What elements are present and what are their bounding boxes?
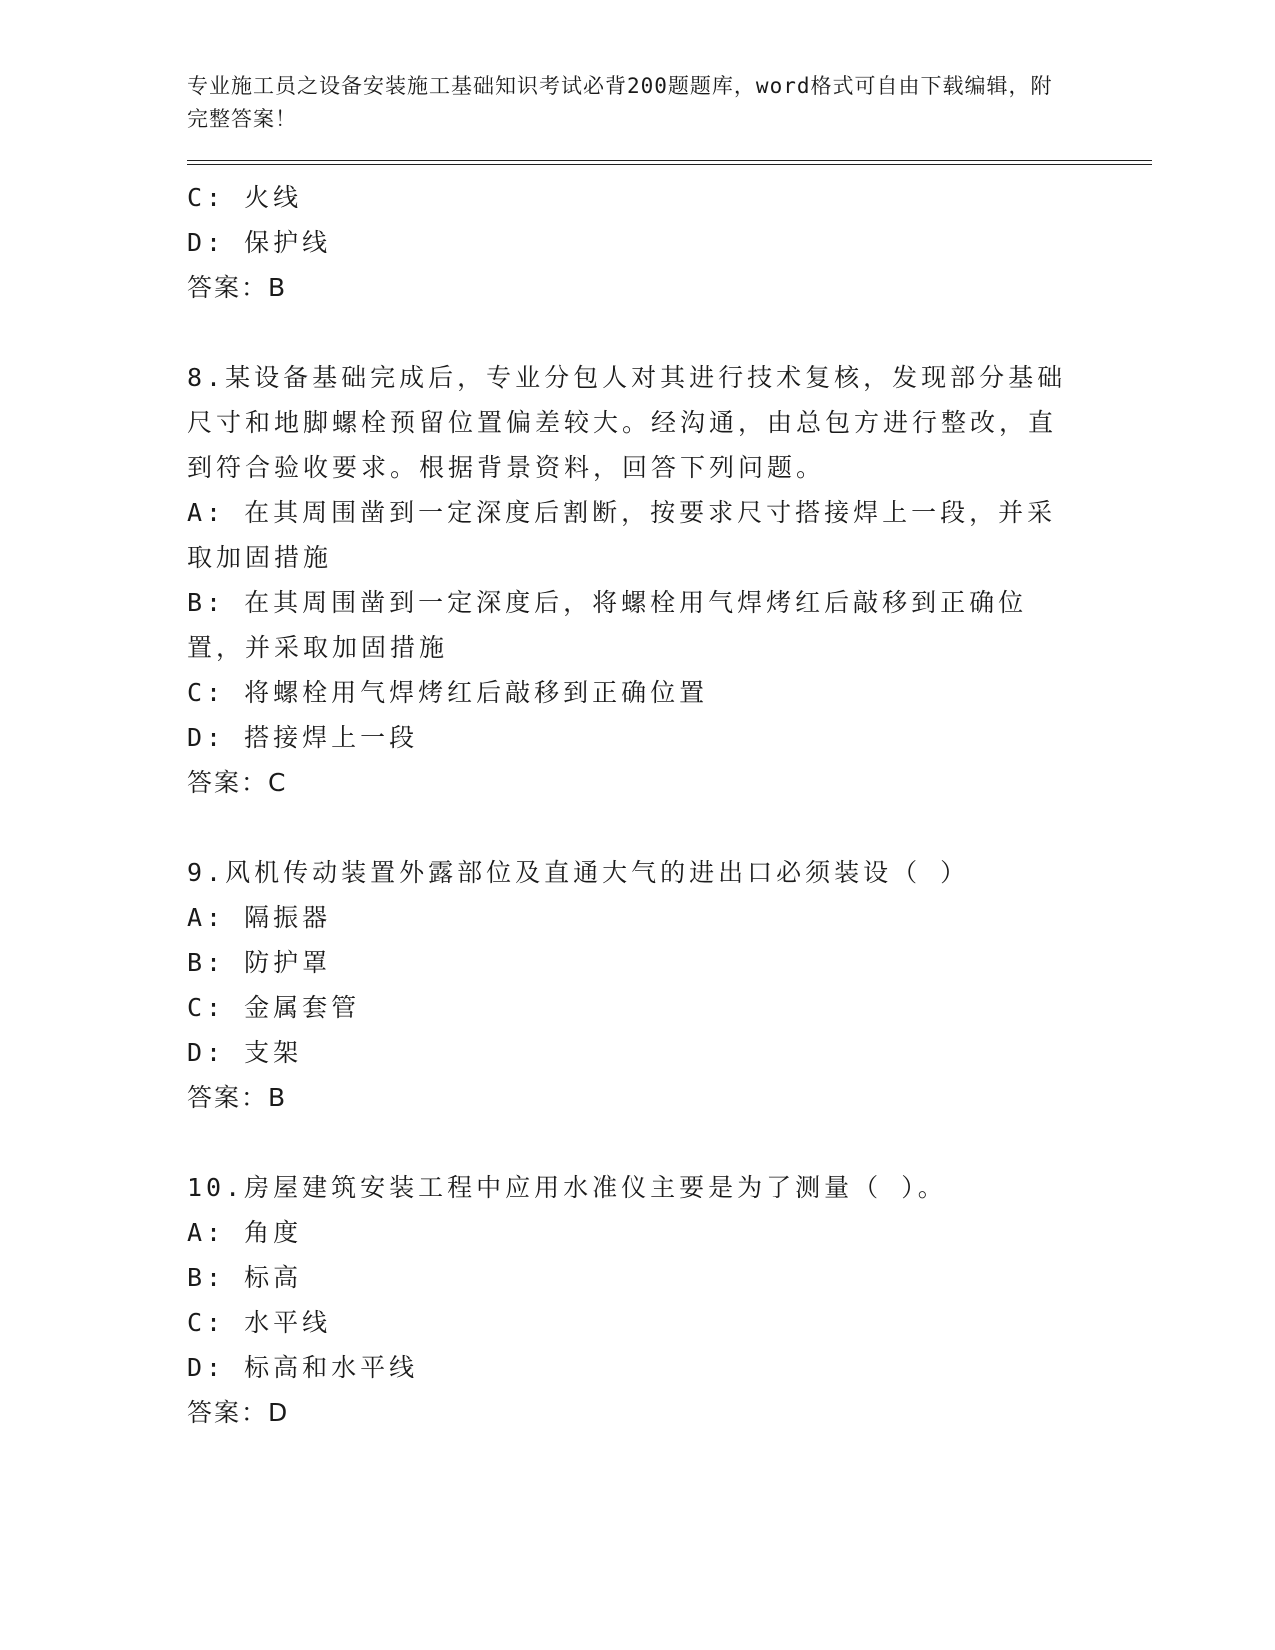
q10-option-d: D: 标高和水平线 [187,1353,419,1382]
q9-option-b: B: 防护罩 [187,948,332,977]
header-divider [187,160,1152,165]
spacer [187,805,1067,850]
spacer [187,310,1067,355]
q9-option-a: A: 隔振器 [187,903,332,932]
spacer [187,1120,1067,1165]
q9-stem: 9.风机传动装置外露部位及直通大气的进出口必须装设（ ） [187,858,970,887]
q9-answer: 答案：B [187,1083,288,1112]
q10-answer: 答案：D [187,1398,290,1427]
q10-option-b: B: 标高 [187,1263,303,1292]
q9-option-c: C: 金属套管 [187,993,361,1022]
q9-option-d: D: 支架 [187,1038,303,1067]
q8-answer: 答案：C [187,768,288,797]
prev-option-d: D: 保护线 [187,228,332,257]
question-content [187,175,1067,1435]
document-page [187,70,1152,1435]
q8-stem: 8.某设备基础完成后，专业分包人对其进行技术复核，发现部分基础尺寸和地脚螺栓预留位置偏差较大。经沟通，由总包方进行整改，直到符合验收要求。根据背景资料，回答下列问题。 [187,363,1067,482]
q8-option-d: D: 搭接焊上一段 [187,723,419,752]
q8-option-a: A: 在其周围凿到一定深度后割断，按要求尺寸搭接焊上一段，并采取加固措施 [187,498,1057,572]
prev-option-c: C: 火线 [187,183,303,212]
document-title: 专业施工员之设备安装施工基础知识考试必背200题题库，word格式可自由下载编辑，附完整答案！ [187,74,1053,131]
prev-answer: 答案：B [187,273,288,302]
q10-option-c: C: 水平线 [187,1308,332,1337]
q10-stem: 10.房屋建筑安装工程中应用水准仪主要是为了测量（ ）。 [187,1173,947,1202]
q10-option-a: A: 角度 [187,1218,303,1247]
q8-option-b: B: 在其周围凿到一定深度后，将螺栓用气焊烤红后敲移到正确位置，并采取加固措施 [187,588,1028,662]
q8-option-c: C: 将螺栓用气焊烤红后敲移到正确位置 [187,678,709,707]
